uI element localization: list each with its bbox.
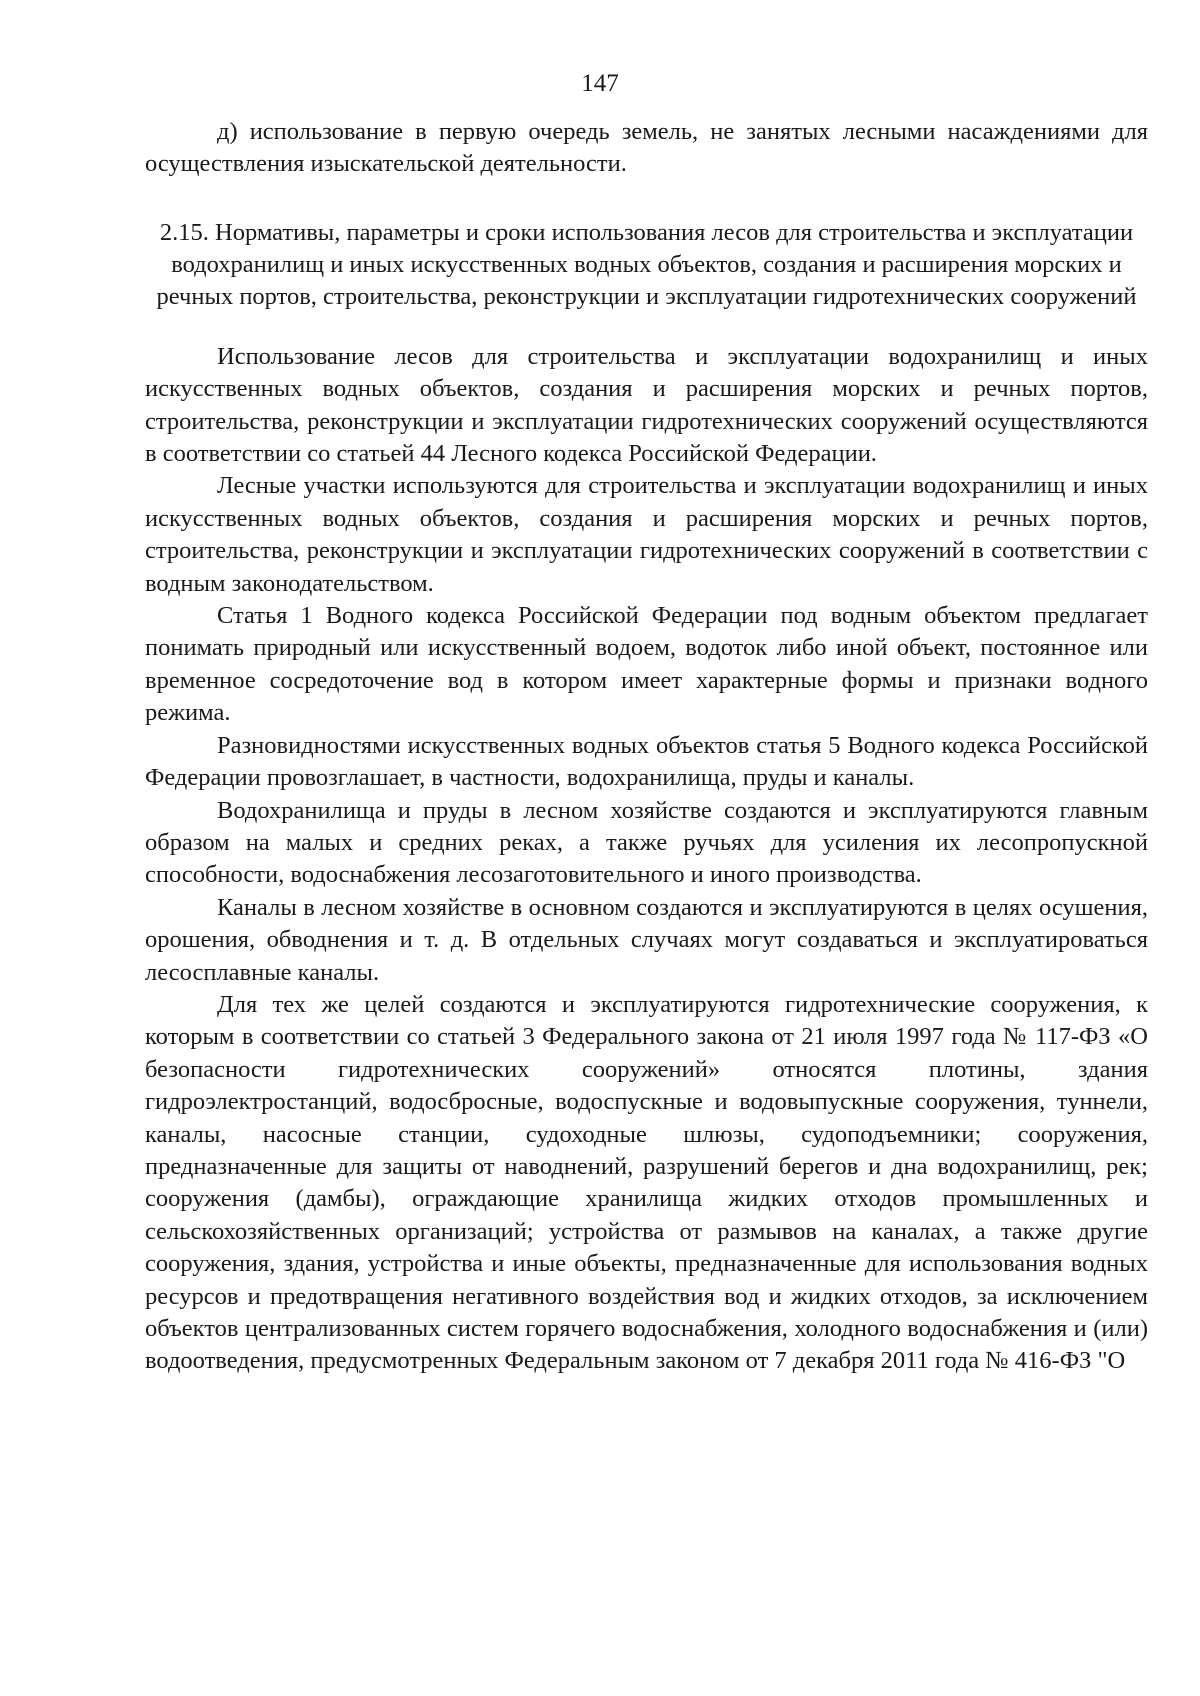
body-paragraph: Разновидностями искусственных водных объектов статья 5 Водного кодекса Российской Федерации провозглашает, в частности, водохранилища, пруды и каналы.	[145, 731, 1148, 792]
body-paragraph: Статья 1 Водного кодекса Российской Федерации под водным объектом предлагает понимать природный или искусственный водоем, водоток либо иной объект, постоянное или временное сосредоточение вод в котором имеет характерные формы и признаки водного режима.	[145, 602, 1148, 727]
body-paragraph: Водохранилища и пруды в лесном хозяйстве создаются и эксплуатируются главным образом на малых и средних реках, а также ручьях для усиления их лесопропускной способности, водоснабжения лесозаготовительного и иного производства.	[145, 796, 1148, 889]
body-paragraph: Для тех же целей создаются и эксплуатируются гидротехнические сооружения, к которым в соответствии со статьей 3 Федерального закона от 21 июля 1997 года № 117-ФЗ «О безопасности гидротехнических сооружений» относятся плотины, здания гидроэлектростанций, водосбросные, водоспускные и водовыпускные сооружения, туннели, каналы, насосные станции, судоходные шлюзы, судоподъемники; сооружения, предназначенные для защиты от наводнений, разрушений берегов и дна водохранилищ, рек; сооружения (дамбы), ограждающие хранилища жидких отходов промышленных и сельскохозяйственных организаций; устройства от размывов на каналах, а также другие сооружения, здания, устройства и иные объекты, предназначенные для использования водных ресурсов и предотвращения негативного воздействия вод и жидких отходов, за исключением объектов централизованных систем горячего водоснабжения, холодного водоснабжения и (или) водоотведения, предусмотренных Федеральным законом от 7 декабря 2011 года № 416-ФЗ "О	[145, 990, 1148, 1375]
body-paragraph: Использование лесов для строительства и эксплуатации водохранилищ и иных искусственных водных объектов, создания и расширения морских и речных портов, строительства, реконструкции и эксплуатации гидротехнических сооружений осуществляются в соответствии со статьей 44 Лесного кодекса Российской Федерации.	[145, 342, 1148, 468]
page-number: 147	[581, 70, 619, 97]
intro-paragraph: д) использование в первую очередь земель, не занятых лесными насаждениями для осуществления изыскательской деятельности.	[145, 118, 1148, 178]
body-paragraph: Лесные участки используются для строительства и эксплуатации водохранилищ и иных искусственных водных объектов, создания и расширения морских и речных портов, строительства, реконструкции и эксплуатации гидротехнических сооружений в соответствии с водным законодательством.	[145, 472, 1148, 597]
section-heading: 2.15. Нормативы, параметры и сроки использования лесов для строительства и эксплуатации водохранилищ и иных искусственных водных объектов, создания и расширения морских и речных портов, строительства, реконструкции и эксплуатации гидротехнических сооружений	[156, 218, 1137, 310]
document-body	[145, 116, 1148, 1378]
body-paragraph: Каналы в лесном хозяйстве в основном создаются и эксплуатируются в целях осушения, орошения, обводнения и т. д. В отдельных случаях могут создаваться и эксплуатироваться лесосплавные каналы.	[145, 893, 1148, 986]
